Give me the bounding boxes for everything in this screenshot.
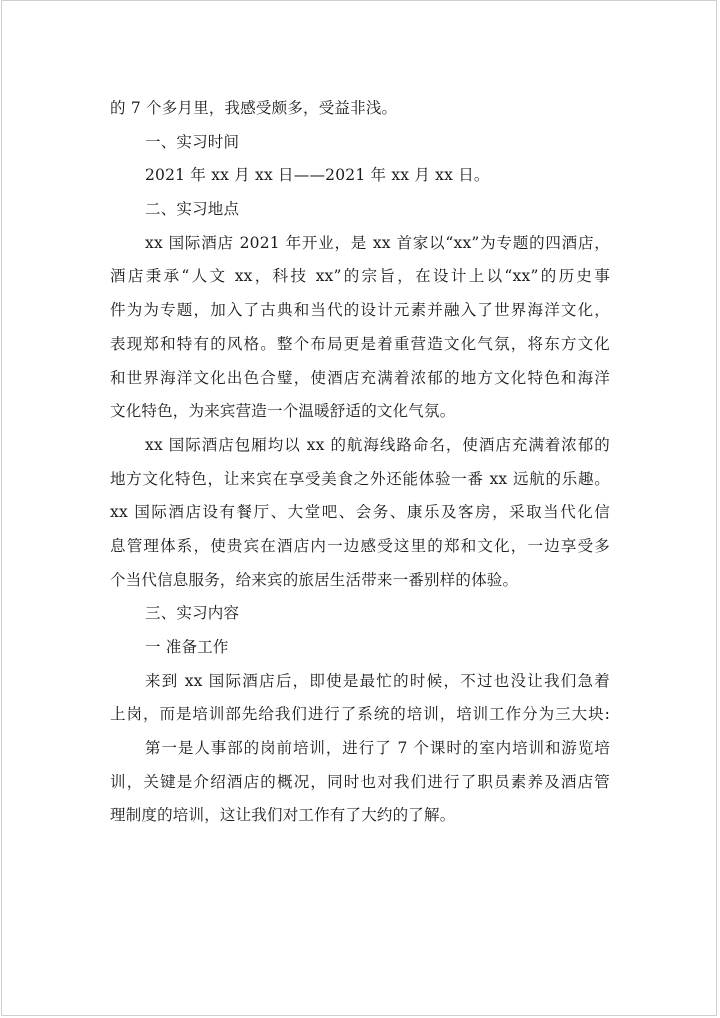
text-line: 来到 xx 国际酒店后，即使是最忙的时候，不过也没让我们急着	[145, 671, 610, 690]
text-line: 的 7 个多月里，我感受颇多，受益非浅。	[110, 99, 398, 117]
text-line: 表现郑和特有的风格。整个布局更是着重营造文化气氛，将东方文化	[110, 334, 610, 353]
text-line: 和世界海洋文化出色合璧，使酒店充满着浓郁的地方文化特色和海洋	[110, 368, 610, 387]
text-line: 训，关键是介绍酒店的概况，同时也对我们进行了职员素养及酒店管	[110, 772, 610, 791]
text-line: xx 国际酒店 2021 年开业，是 xx 首家以“xx”为专题的四酒店，	[145, 233, 610, 252]
document-body	[110, 92, 610, 833]
text-line: 件为为专题，加入了古典和当代的设计元素并融入了世界海洋文化，	[110, 301, 610, 320]
text-line: 上岗，而是培训部先给我们进行了系统的培训，培训工作分为三大块:	[110, 705, 610, 724]
section-heading: 二、实习地点	[145, 200, 240, 219]
text-line: 息管理体系，使贵宾在酒店内一边感受这里的郑和文化，一边享受多	[110, 536, 610, 555]
section-heading: 一、实习时间	[145, 132, 240, 151]
text-line: 第一是人事部的岗前培训，进行了 7 个课时的室内培训和游览培	[145, 739, 610, 758]
text-line: 理制度的培训，这让我们对工作有了大约的了解。	[110, 806, 456, 825]
text-line: 文化特色，为来宾营造一个温暖舒适的文化气氛。	[110, 402, 456, 421]
text-line: 个当代信息服务，给来宾的旅居生活带来一番别样的体验。	[110, 570, 519, 589]
text-line: 酒店秉承“人文 xx，科技 xx”的宗旨，在设计上以“xx”的历史事	[110, 267, 610, 286]
subsection-heading: 一 准备工作	[145, 638, 229, 656]
text-line: 地方文化特色，让来宾在享受美食之外还能体验一番 xx 远航的乐趣。	[110, 469, 610, 488]
text-line: 2021 年 xx 月 xx 日——2021 年 xx 月 xx 日。	[145, 166, 490, 185]
text-line: xx 国际酒店设有餐厅、大堂吧、会务、康乐及客房，采取当代化信	[110, 503, 610, 522]
text-line: xx 国际酒店包厢均以 xx 的航海线路命名，使酒店充满着浓郁的	[145, 435, 610, 454]
section-heading: 三、实习内容	[145, 604, 240, 623]
